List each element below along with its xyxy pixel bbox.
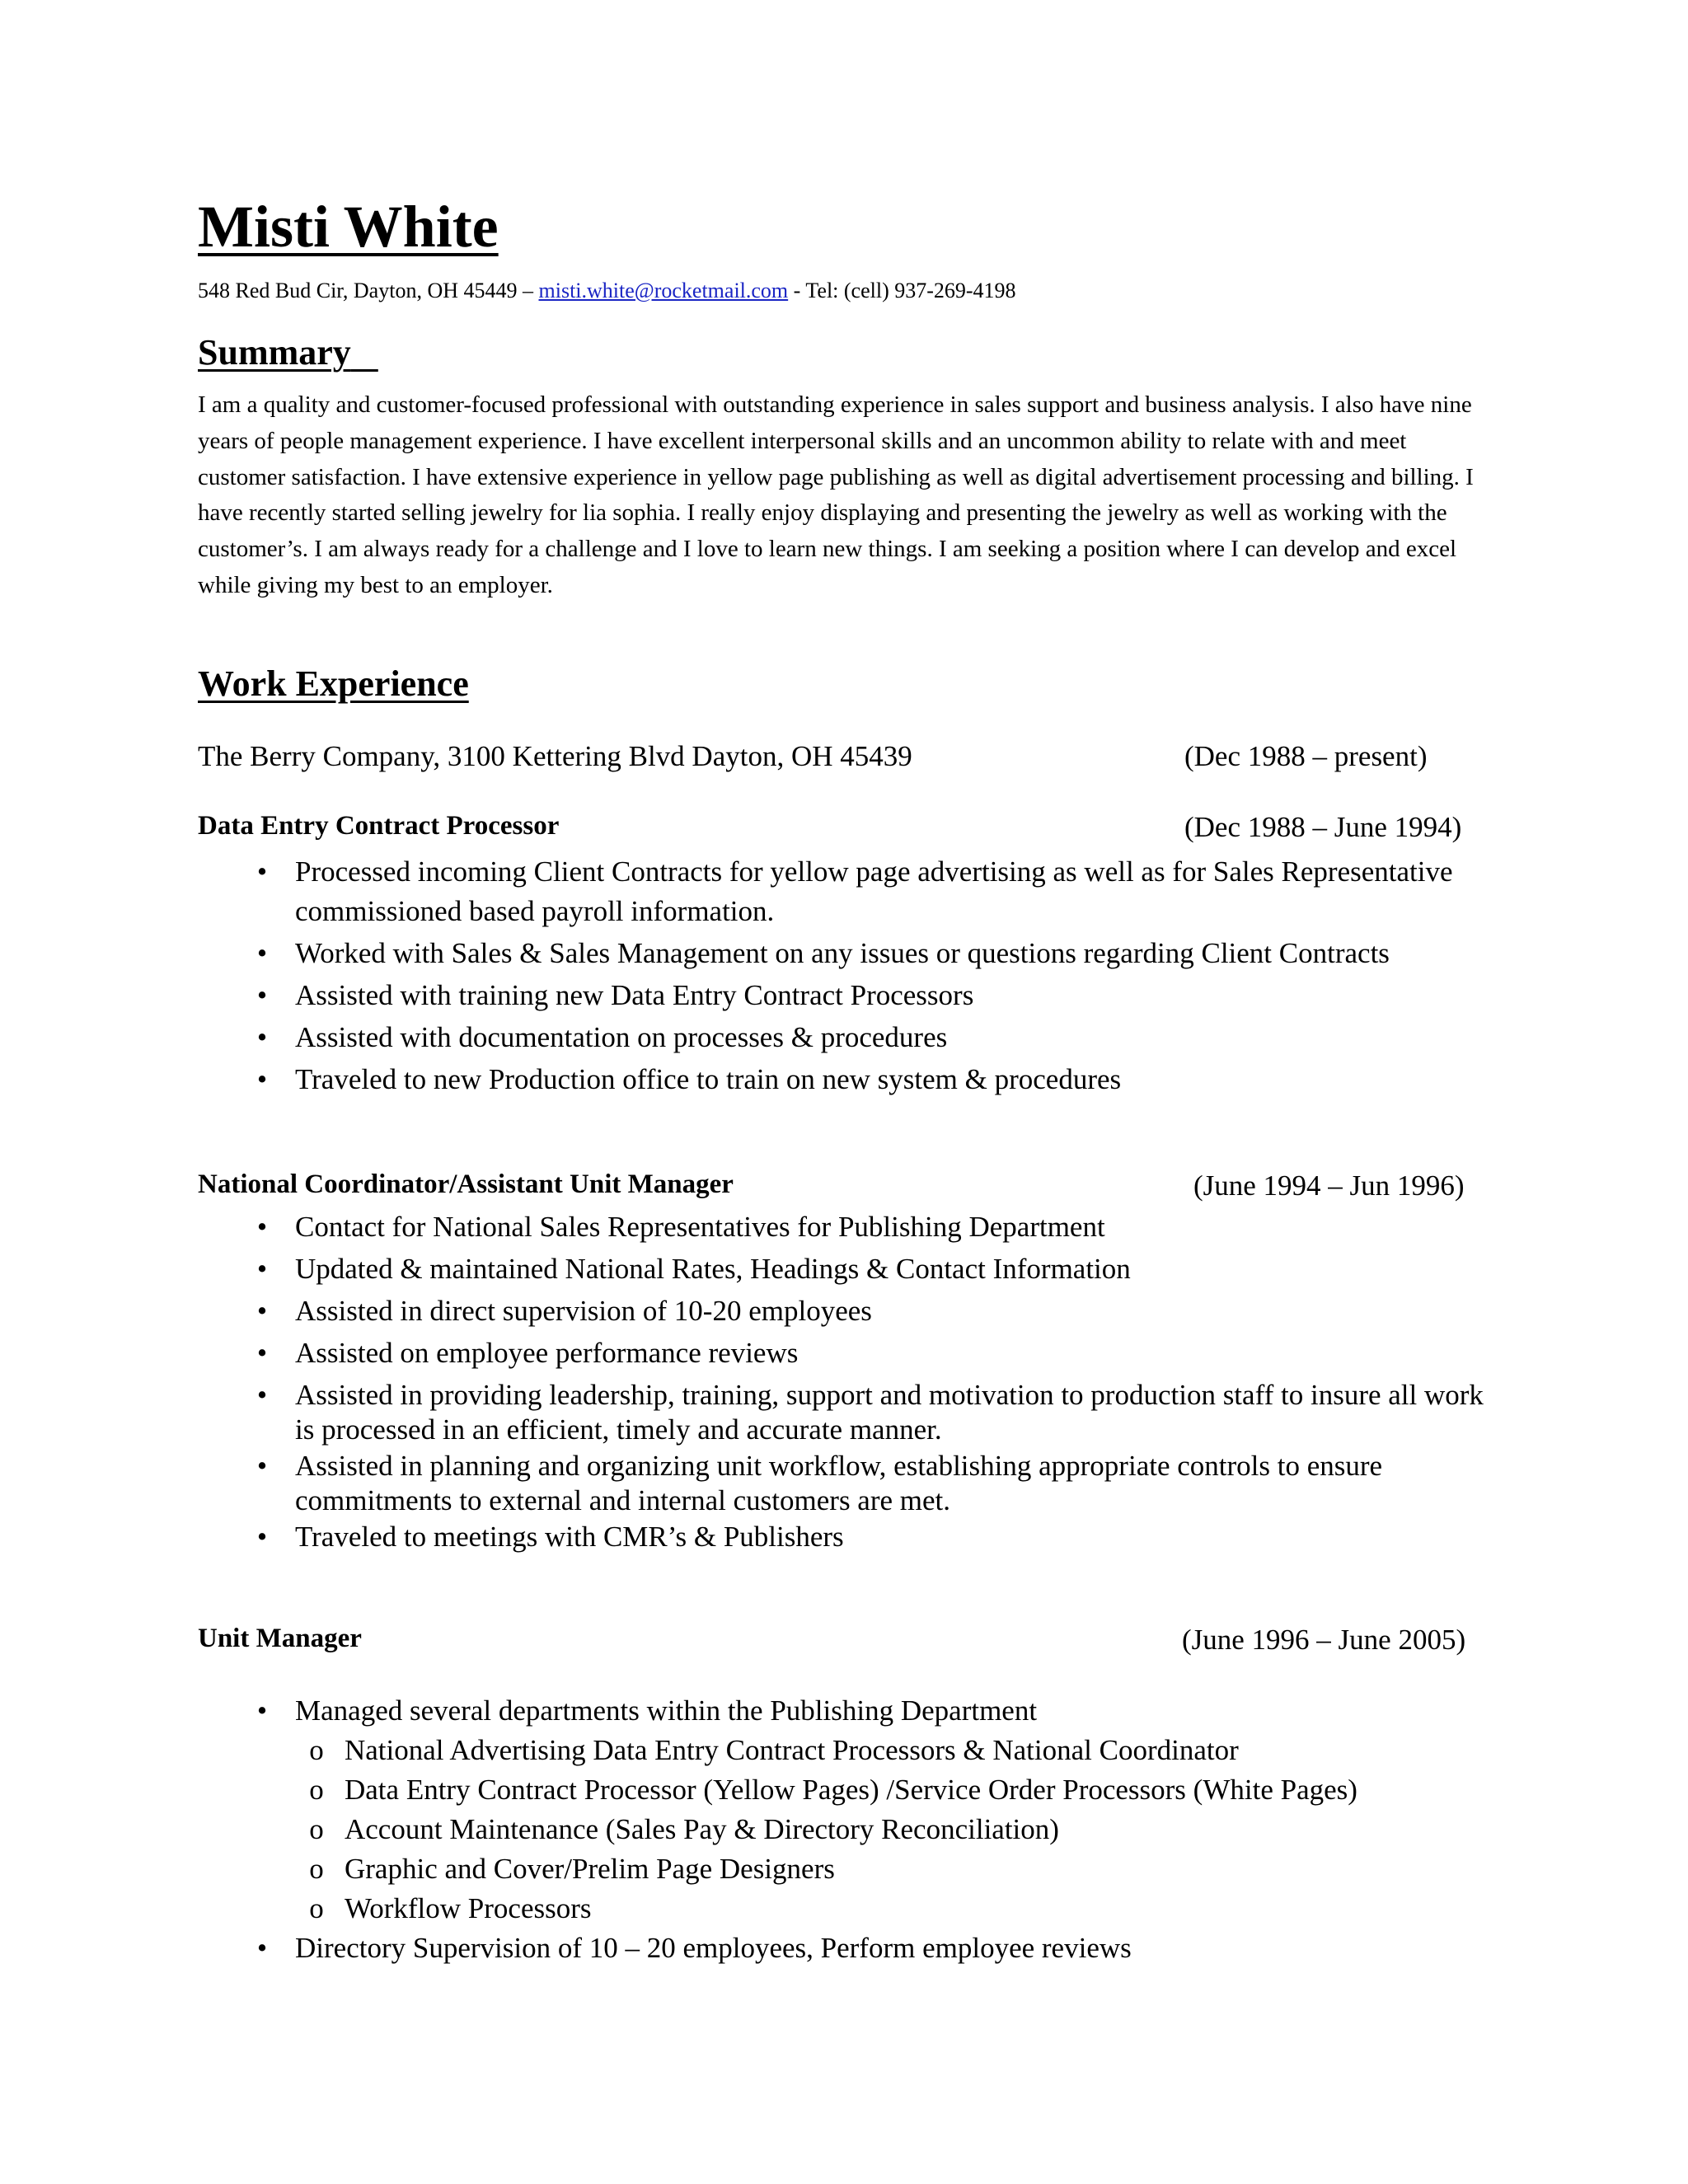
list-item: • Assisted in providing leadership, training, support and motivation to production staff to insure all work is processed in an efficient, timely and accurate manner. xyxy=(246,1378,1498,1447)
list-item xyxy=(246,1732,1531,1927)
list-item: • Managed several departments within the Publishing Department xyxy=(246,1693,1531,1729)
address-text: 548 Red Bud Cir, Dayton, OH 45449 – xyxy=(198,279,539,302)
resume-name: Misti White xyxy=(198,194,499,260)
bullet-icon: • xyxy=(256,855,268,888)
bullet-icon: • xyxy=(256,1932,268,1964)
list-item: • Updated & maintained National Rates, Headings & Contact Information xyxy=(246,1252,1498,1286)
job-bullets xyxy=(246,852,1498,1099)
phone-text: - Tel: (cell) 937-269-4198 xyxy=(788,279,1016,302)
company-dates: (Dec 1988 – present) xyxy=(1184,740,1428,772)
bullet-icon: • xyxy=(256,937,268,969)
sub-bullet-list xyxy=(246,1732,1531,1927)
bullet-icon: • xyxy=(256,1379,268,1411)
bullet-icon: • xyxy=(256,1063,268,1095)
circle-bullet-icon: o xyxy=(309,1853,324,1885)
sub-list-item: o Data Entry Contract Processor (Yellow Pages) /Service Order Processors (White Pages) xyxy=(246,1772,1531,1808)
sub-list-item: o Workflow Processors xyxy=(246,1891,1531,1927)
circle-bullet-icon: o xyxy=(309,1734,324,1766)
job-title: Unit Manager xyxy=(198,1624,362,1653)
list-item: • Contact for National Sales Representatives for Publishing Department xyxy=(246,1210,1498,1244)
job-title: National Coordinator/Assistant Unit Manager xyxy=(198,1169,734,1199)
circle-bullet-icon: o xyxy=(309,1774,324,1806)
summary-heading: Summary xyxy=(198,332,351,373)
work-experience-heading: Work Experience xyxy=(198,663,469,704)
list-item: • Assisted with training new Data Entry Contract Processors xyxy=(246,977,1498,1015)
bullet-icon: • xyxy=(256,1337,268,1369)
list-item: • Traveled to meetings with CMR’s & Publishers xyxy=(246,1520,1498,1554)
bullet-icon: • xyxy=(256,1295,268,1327)
job-bullets xyxy=(246,1210,1498,1554)
bullet-icon: • xyxy=(256,1450,268,1482)
bullet-icon: • xyxy=(256,1521,268,1553)
list-item: • Assisted in direct supervision of 10-20 employees xyxy=(246,1294,1498,1329)
bullet-icon: • xyxy=(256,1211,268,1243)
bullet-icon: • xyxy=(256,979,268,1011)
email-link[interactable]: misti.white@rocketmail.com xyxy=(538,279,789,302)
job-dates: (Dec 1988 – June 1994) xyxy=(1184,811,1462,843)
contact-line xyxy=(198,279,1016,303)
job-bullets xyxy=(246,1693,1531,1966)
list-item: • Traveled to new Production office to train on new system & procedures xyxy=(246,1061,1498,1099)
bullet-icon: • xyxy=(256,1694,268,1727)
sub-list-item: o Graphic and Cover/Prelim Page Designers xyxy=(246,1851,1531,1887)
circle-bullet-icon: o xyxy=(309,1813,324,1845)
summary-paragraph: I am a quality and customer-focused professional with outstanding experience in sales support and business analysis. I also have nine years of people management experience. I have excellent interpersonal skills and an uncommon ability to relate with and meet customer satisfaction. I have extensive experience in yellow page publishing as well as digital advertisement processing and billing. I have recently started selling jewelry for lia sophia. I really enjoy displaying and presenting the jewelry as well as working with the customer’s. I am always ready for a challenge and I love to learn new things. I am seeking a position where I can develop and excel while giving my best to an employer. xyxy=(198,391,1474,598)
sub-list-item: o National Advertising Data Entry Contract Processors & National Coordinator xyxy=(246,1732,1531,1769)
job-dates: (June 1996 – June 2005) xyxy=(1182,1624,1466,1656)
sub-list-item: o Account Maintenance (Sales Pay & Directory Reconciliation) xyxy=(246,1811,1531,1848)
circle-bullet-icon: o xyxy=(309,1892,324,1924)
list-item: • Assisted on employee performance reviews xyxy=(246,1336,1498,1371)
list-item: • Assisted with documentation on processes & procedures xyxy=(246,1019,1498,1057)
bullet-icon: • xyxy=(256,1021,268,1053)
list-item: • Worked with Sales & Sales Management on any issues or questions regarding Client Contracts xyxy=(246,935,1498,972)
bullet-icon: • xyxy=(256,1253,268,1285)
list-item: • Assisted in planning and organizing unit workflow, establishing appropriate controls to ensure commitments to external and internal customers are met. xyxy=(246,1449,1498,1518)
job-title: Data Entry Contract Processor xyxy=(198,811,560,841)
company-line: The Berry Company, 3100 Kettering Blvd Dayton, OH 45439 xyxy=(198,740,912,772)
list-item: • Directory Supervision of 10 – 20 employees, Perform employee reviews xyxy=(246,1930,1531,1966)
job-dates: (June 1994 – Jun 1996) xyxy=(1193,1169,1465,1202)
list-item: • Processed incoming Client Contracts for yellow page advertising as well as for Sales Representative commissioned based payroll information. xyxy=(246,852,1498,931)
